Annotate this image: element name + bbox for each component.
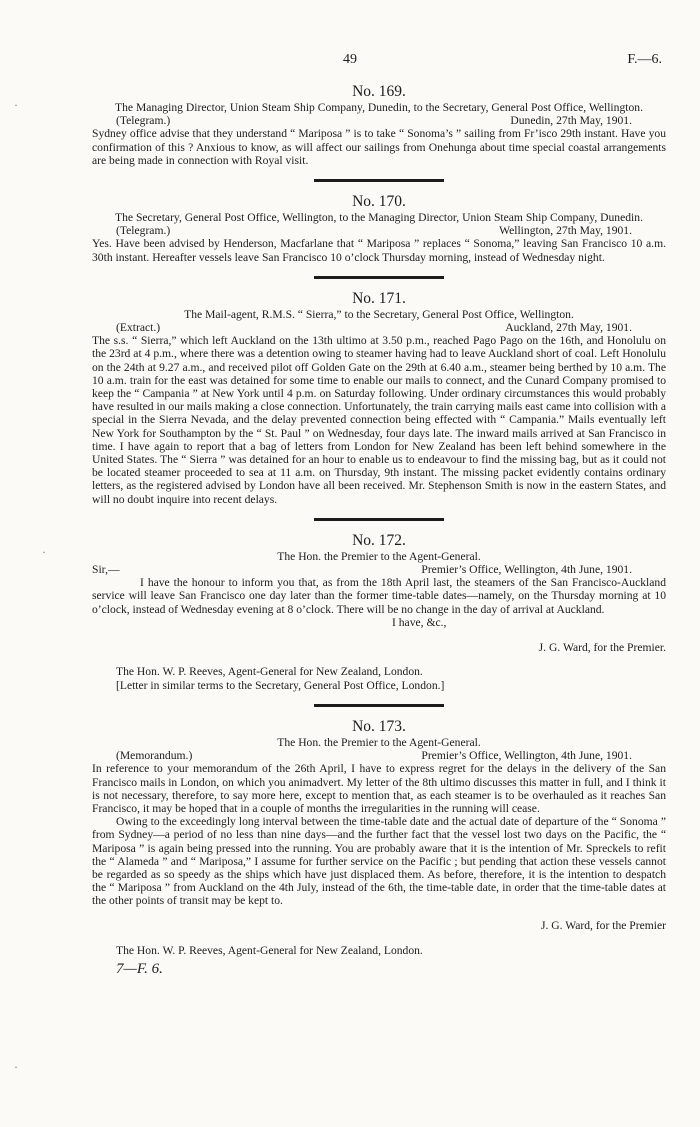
- section-number: No. 171.: [352, 289, 406, 307]
- section-body: Yes. Have been advised by Henderson, Macfarlane that “ Mariposa ” replaces “ Sonoma,” leaving San Francisco 10 a.m. 30th instant. Hereafter vessels leave San Francisco 10 o’clock Thursday morning, instead of Wednesday night.: [92, 237, 666, 264]
- section-body: In reference to your memorandum of the 26th April, I have to express regret for the delays in the delivery of the San Francisco mails in London, on which you animadvert. My letter of the 8th ultimo discusses this matter in full, and I think it is not necessary, therefore, to say more here, except to mention that, as each steamer is to be overhauled as it reaches San Francisco, it may be hoped that in a couple of months the irregularities in the running will cease.: [92, 762, 666, 815]
- page-content: [92, 82, 666, 978]
- section-number: No. 173.: [352, 717, 406, 735]
- addressee: The Hon. W. P. Reeves, Agent-General for New Zealand, London.: [116, 943, 423, 957]
- running-header: [0, 52, 700, 70]
- salutation: Sir,—: [92, 563, 120, 577]
- section-body: The s.s. “ Sierra,” which left Auckland on the 13th ultimo at 3.50 p.m., reached Pago Pago on the 16th, and Honolulu on the 23rd at 4 p.m., where there was a detention owing to steamer having had to leave Auckland short of coal. Left Honolulu on the 24th at 9.27 a.m., and received pilot off Golden Gate on the 29th at 6.40 a.m., steamer being berthed by 10 a.m. The 10 a.m. train for the east was detained for some time to enable our mails to connect, and the Cunard Company promised to keep the “ Campania ” at New York until 4 p.m. on Saturday following. Under ordinary circumstances this would probably have resulted in our mails making a close connection. Unfortunately, the train carrying mails east came into collision with a special in the Sierra Nevada, and the delay prevented connection being effected with “ Campania.” Mails eventually left New York for Southampton by the “ St. Paul ” on Wednesday, four days late. The inward mails arrived at San Francisco in time. I have again to report that a bag of letters from London for New Zealand has been left behind somewhere in the United States. The “ Sierra ” was detained for an hour to enable us to endeavour to find the missing bag, but as it could not be located steamer proceeded to sea at 11 a.m. on Thursday, 9th instant. The missing packet evidently contains ordinary letters, as the registered advised by London have all been received. Mr. Stephenson Smith is now in the eastern States, and will no doubt inquire into recent delays.: [92, 334, 666, 506]
- section-heading: The Secretary, General Post Office, Wellington, to the Managing Director, Union Steam Ship Company, Dunedin.: [115, 211, 643, 225]
- dateline: [92, 114, 666, 127]
- section-172: [92, 531, 666, 692]
- place-date: Premier’s Office, Wellington, 4th June, 1901.: [421, 749, 632, 763]
- dateline: [92, 563, 666, 576]
- section-divider: [314, 518, 444, 521]
- message-type: (Memorandum.): [116, 749, 193, 763]
- message-type: (Telegram.): [116, 224, 171, 238]
- signature: J. G. Ward, for the Premier.: [538, 640, 666, 654]
- dateline: [92, 321, 666, 334]
- section-170: [92, 192, 666, 264]
- section-heading: The Hon. the Premier to the Agent-General.: [277, 549, 481, 563]
- message-type: (Telegram.): [116, 114, 171, 128]
- section-body: Owing to the exceedingly long interval between the time-table date and the actual date of departure of the “ Sonoma ” from Sydney—a period of no less than nine days—and the further fact that the vessel lost two days on the Pacific, the “ Mariposa ” is again being pressed into the running. You are probably aware that it is the intention of Mr. Spreckels to refit the “ Alameda ” and “ Mariposa,” I assume for further service on the Pacific ; but pending that action these vessels cannot be regarded as so speedy as the ships which have just displaced them. As before, therefore, it is the intention to despatch the “ Mariposa ” from Auckland on the 4th July, instead of the 6th, the time-table date, in order that the time-table dates at the other points of transit may be kept to.: [92, 815, 666, 908]
- section-body: I have the honour to inform you that, as from the 18th April last, the steamers of the San Francisco-Auckland service will leave San Francisco one day later than the former time-table dates—namely, on the Thursday morning at 10 o’clock, instead of Wednesday evening at 8 o’clock. There will be no change in the day of arrival at Auckland.: [92, 576, 666, 616]
- closing: I have, &c.,: [392, 615, 447, 629]
- section-number: No. 169.: [352, 83, 406, 100]
- document-reference: F.—6.: [627, 52, 662, 67]
- note: [Letter in similar terms to the Secretary, General Post Office, London.]: [116, 678, 445, 692]
- section-173: [92, 717, 666, 957]
- section-number: No. 172.: [352, 531, 406, 549]
- dateline: [92, 749, 666, 762]
- section-heading: The Mail-agent, R.M.S. “ Sierra,” to the Secretary, General Post Office, Wellington.: [184, 307, 574, 321]
- message-type: (Extract.): [116, 321, 161, 335]
- signature: J. G. Ward, for the Premier: [540, 919, 666, 933]
- addressee: The Hon. W. P. Reeves, Agent-General for New Zealand, London.: [116, 665, 423, 679]
- section-divider: [314, 276, 444, 279]
- place-date: Dunedin, 27th May, 1901.: [510, 114, 632, 128]
- margin-mark: ·: [42, 545, 46, 559]
- place-date: Wellington, 27th May, 1901.: [499, 224, 632, 238]
- place-date: Premier’s Office, Wellington, 4th June, 1901.: [421, 563, 632, 577]
- signature-mark: 7—F. 6.: [116, 961, 163, 978]
- section-body: Sydney office advise that they understand “ Mariposa ” is to take “ Sonoma’s ” sailing from Fr’isco 29th instant. Have you confirmation of this ? Anxious to know, as will affect our sailings from Onehunga about time special coastal arrangements are being made in connection with Royal visit.: [92, 127, 666, 167]
- section-number: No. 170.: [352, 193, 406, 211]
- section-heading: The Managing Director, Union Steam Ship Company, Dunedin, to the Secretary, General Post Office, Wellington.: [115, 101, 643, 114]
- page-number: 49: [343, 52, 357, 67]
- section-169: [92, 82, 666, 167]
- margin-mark: ·: [14, 1060, 18, 1074]
- section-heading: The Hon. the Premier to the Agent-General.: [277, 735, 481, 749]
- section-divider: [314, 179, 444, 182]
- dateline: [92, 224, 666, 237]
- section-171: [92, 289, 666, 506]
- place-date: Auckland, 27th May, 1901.: [505, 321, 632, 335]
- margin-mark: ·: [14, 98, 18, 112]
- section-divider: [314, 704, 444, 707]
